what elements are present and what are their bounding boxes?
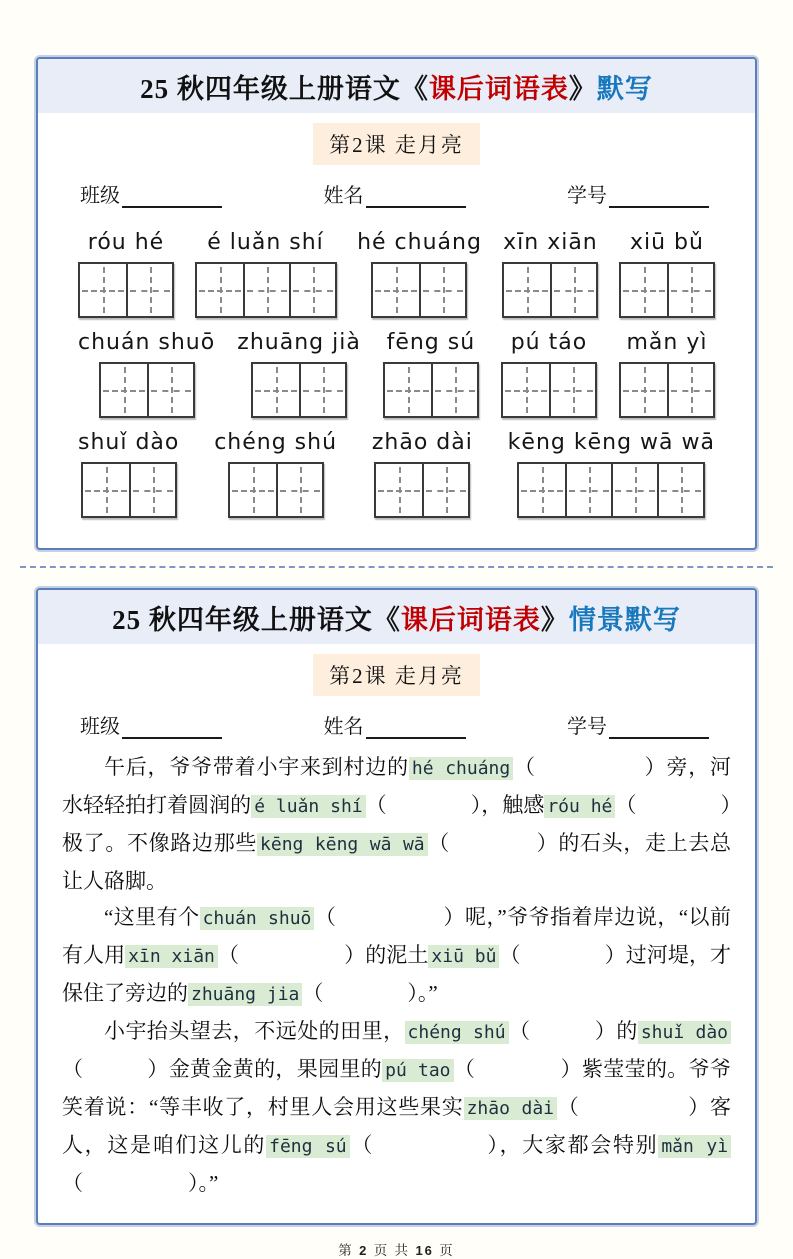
writing-grid-box	[251, 362, 347, 418]
passage-text: （ ）的石头，走上去总让人硌脚。	[62, 831, 732, 893]
pinyin-label: é luǎn shí	[207, 230, 324, 255]
pinyin-label: zhāo dài	[371, 430, 473, 455]
scenario-panel	[36, 588, 757, 1225]
title-bracket-open: 《	[372, 605, 401, 635]
pinyin-highlight: chéng shú	[405, 1021, 509, 1044]
character-cell	[611, 464, 657, 516]
student-info-row	[38, 710, 755, 739]
passage-text: （ ）极了。不像路边那些	[62, 793, 732, 855]
passage-text: 午后，爷爷带着小宇来到村边的	[104, 755, 409, 779]
passage-text: “这里有个	[104, 905, 200, 929]
character-cell	[503, 364, 549, 416]
passage-text: （ ）。”	[62, 1171, 219, 1195]
passage-text: （ ）呢，”爷爷指着岸边说，“以前有人用	[62, 905, 732, 967]
writing-grid-box	[374, 462, 470, 518]
word-group	[501, 330, 597, 418]
pinyin-label: chéng shú	[214, 430, 338, 455]
writing-grid-box	[228, 462, 324, 518]
character-cell	[197, 264, 243, 316]
character-cell	[667, 364, 713, 416]
lesson-row	[38, 123, 755, 165]
pinyin-label: fēng sú	[386, 330, 476, 355]
writing-grid-box	[619, 262, 715, 318]
lesson-label: 第2课 走月亮	[313, 123, 480, 165]
word-group	[195, 230, 337, 318]
pinyin-highlight: róu hé	[544, 795, 615, 818]
passage-text: 小宇抬头望去，不远处的田里，	[104, 1019, 405, 1043]
character-cell	[657, 464, 703, 516]
writing-grid-box	[99, 362, 195, 418]
lesson-row	[38, 654, 755, 696]
character-cell	[101, 364, 147, 416]
title-mode-label: 默写	[596, 74, 653, 104]
word-group	[619, 230, 715, 318]
pinyin-label: xīn xiān	[503, 230, 598, 255]
pinyin-label: róu hé	[87, 230, 165, 255]
passage-paragraph	[62, 899, 731, 1013]
character-cell	[549, 364, 595, 416]
title-book-name: 课后词语表	[428, 74, 569, 104]
pinyin-highlight: pú tao	[382, 1059, 453, 1082]
passage-paragraph	[62, 1013, 731, 1201]
class-blank-line	[122, 186, 222, 208]
pinyin-label: zhuāng jià	[237, 330, 361, 355]
character-cell	[129, 464, 175, 516]
pinyin-highlight: xīn xiān	[125, 945, 218, 968]
character-cell	[126, 264, 172, 316]
title-mode-label: 情景默写	[568, 605, 681, 635]
dictation-panel	[36, 57, 757, 550]
word-group	[78, 330, 215, 418]
character-cell	[667, 264, 713, 316]
character-cell	[253, 364, 299, 416]
writing-grid-box	[81, 462, 177, 518]
word-group	[78, 230, 174, 318]
name-label: 姓名	[323, 716, 364, 738]
character-cell	[550, 264, 596, 316]
page-footer-text: 第	[338, 1243, 360, 1258]
pinyin-highlight: shuǐ dào	[638, 1021, 731, 1044]
panel-divider-dashed-line	[20, 566, 773, 568]
pinyin-label: shuǐ dào	[78, 430, 180, 455]
word-grid	[38, 208, 755, 548]
class-label: 班级	[80, 716, 120, 738]
character-cell	[83, 464, 129, 516]
pinyin-highlight: xiū bǔ	[428, 945, 499, 968]
character-cell	[504, 264, 550, 316]
word-row	[78, 430, 715, 518]
character-cell	[419, 264, 465, 316]
student-info-row	[38, 179, 755, 208]
word-row	[78, 330, 715, 418]
page-footer-text: 页 共	[368, 1243, 416, 1258]
character-cell	[243, 264, 289, 316]
passage-text: （ ）过河堤，才保住了旁边的	[62, 943, 731, 1005]
word-group	[508, 430, 715, 518]
pinyin-highlight: zhuāng jia	[188, 983, 302, 1006]
pinyin-highlight: chuán shuō	[200, 907, 315, 930]
pinyin-highlight: mǎn yì	[658, 1135, 731, 1158]
name-blank-line	[366, 717, 466, 739]
pinyin-label: xiū bǔ	[629, 230, 704, 255]
writing-grid-box	[195, 262, 337, 318]
pinyin-label: kēng kēng wā wā	[507, 430, 715, 455]
writing-grid-box	[371, 262, 467, 318]
pinyin-label: pú táo	[510, 330, 588, 355]
character-cell	[373, 264, 419, 316]
character-cell	[621, 264, 667, 316]
passage-text: （ ）的泥土	[217, 943, 429, 967]
scenario-passage	[38, 739, 755, 1223]
pinyin-highlight: fēng sú	[266, 1135, 350, 1158]
writing-grid-box	[619, 362, 715, 418]
character-cell	[276, 464, 322, 516]
title-prefix: 25 秋四年级上册语文	[140, 74, 401, 104]
passage-paragraph	[62, 749, 731, 899]
pinyin-label: hé chuáng	[357, 230, 482, 255]
writing-grid-box	[502, 262, 598, 318]
word-group	[502, 230, 598, 318]
pinyin-highlight: kēng kēng wā wā	[257, 833, 428, 856]
word-group	[357, 230, 482, 318]
class-label: 班级	[80, 185, 120, 207]
character-cell	[230, 464, 276, 516]
writing-grid-box	[501, 362, 597, 418]
word-group	[383, 330, 479, 418]
page-footer-text: 页	[433, 1243, 455, 1258]
page-number-value: 16	[415, 1243, 434, 1258]
writing-grid-box	[517, 462, 705, 518]
passage-text: （ ）金黄金黄的，果园里的	[62, 1057, 383, 1081]
dictation-panel-title	[38, 59, 755, 113]
title-book-name: 课后词语表	[400, 605, 541, 635]
writing-grid-box	[78, 262, 174, 318]
character-cell	[431, 364, 477, 416]
character-cell	[376, 464, 422, 516]
title-bracket-open: 《	[400, 74, 429, 104]
lesson-label: 第2课 走月亮	[313, 654, 480, 696]
pinyin-highlight: zhāo dài	[464, 1097, 557, 1120]
class-blank-line	[122, 717, 222, 739]
name-label: 姓名	[323, 185, 364, 207]
passage-text: （ ）。”	[302, 981, 438, 1005]
student-id-label: 学号	[567, 185, 607, 207]
writing-grid-box	[383, 362, 479, 418]
word-group	[214, 430, 337, 518]
word-row	[78, 230, 715, 318]
name-blank-line	[366, 186, 466, 208]
passage-text: （ ）的	[508, 1019, 638, 1043]
character-cell	[519, 464, 565, 516]
title-bracket-close: 》	[540, 605, 569, 635]
word-group	[78, 430, 179, 518]
passage-text: （ ）客人，这是咱们这儿的	[62, 1095, 732, 1157]
pinyin-highlight: hé chuáng	[409, 757, 513, 780]
character-cell	[621, 364, 667, 416]
title-bracket-close: 》	[568, 74, 597, 104]
character-cell	[80, 264, 126, 316]
character-cell	[289, 264, 335, 316]
page-number-footer	[36, 1239, 757, 1259]
title-prefix: 25 秋四年级上册语文	[112, 605, 373, 635]
passage-text: （ ），大家都会特别	[349, 1133, 659, 1157]
character-cell	[422, 464, 468, 516]
character-cell	[565, 464, 611, 516]
character-cell	[147, 364, 193, 416]
character-cell	[385, 364, 431, 416]
student-id-label: 学号	[567, 716, 607, 738]
passage-text: （ ）旁，河水轻轻拍打着圆润的	[62, 755, 731, 817]
pinyin-label: chuán shuō	[78, 330, 216, 355]
page-number-value: 2	[359, 1243, 369, 1258]
word-group	[237, 330, 361, 418]
student-id-blank-line	[609, 186, 709, 208]
student-id-blank-line	[609, 717, 709, 739]
scenario-panel-title	[38, 590, 755, 644]
word-group	[619, 330, 715, 418]
passage-text: （ ），触感	[365, 793, 545, 817]
pinyin-highlight: é luǎn shí	[251, 795, 365, 818]
character-cell	[299, 364, 345, 416]
passage-text: （ ）紫莹莹的。爷爷笑着说：“等丰收了，村里人会用这些果实	[62, 1057, 731, 1119]
word-group	[372, 430, 473, 518]
pinyin-label: mǎn yì	[626, 330, 708, 355]
